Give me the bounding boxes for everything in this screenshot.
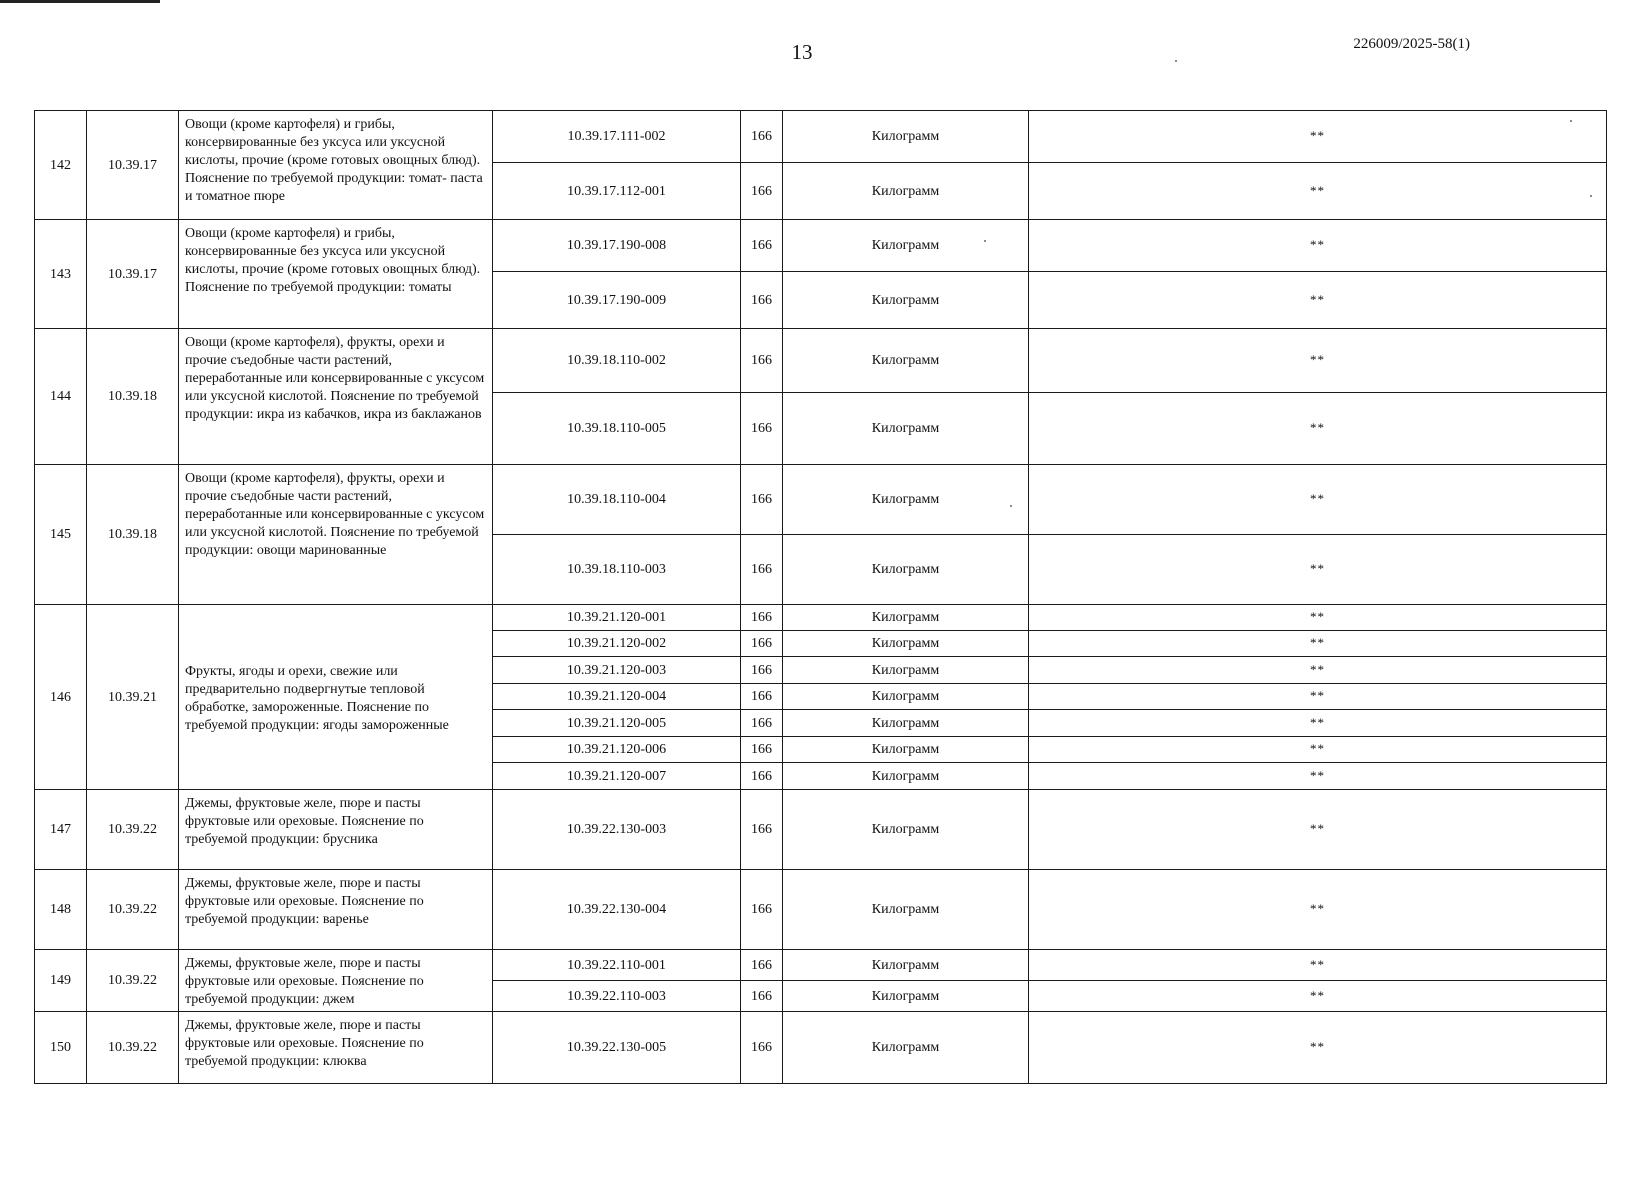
unit-name: Килограмм [783, 1012, 1029, 1084]
value-stars: ** [1310, 609, 1325, 624]
scan-edge-mark [0, 0, 160, 3]
row-number: 148 [35, 870, 87, 950]
okpd-code: 10.39.22 [87, 950, 179, 1012]
value-stars: ** [1310, 352, 1325, 367]
unit-name: Килограмм [783, 220, 1029, 272]
unit-name: Килограмм [783, 710, 1029, 737]
table-row [35, 790, 1607, 870]
value-stars: ** [1310, 741, 1325, 756]
ktru-code: 10.39.18.110-004 [493, 465, 741, 535]
product-description: Джемы, фруктовые желе, пюре и пасты фруктовые или ореховые. Пояснение по требуемой продукции: клюква [179, 1012, 493, 1084]
unit-code: 166 [741, 790, 783, 870]
unit-code: 166 [741, 220, 783, 272]
scan-speck [1590, 195, 1592, 197]
unit-name: Килограмм [783, 737, 1029, 763]
value-stars: ** [1310, 821, 1325, 836]
ktru-code: 10.39.17.190-009 [493, 272, 741, 329]
value-cell [1029, 1012, 1607, 1084]
table-row [35, 220, 1607, 272]
unit-code: 166 [741, 393, 783, 465]
ktru-code: 10.39.21.120-001 [493, 605, 741, 631]
ktru-code: 10.39.18.110-002 [493, 329, 741, 393]
ktru-code: 10.39.22.110-001 [493, 950, 741, 981]
okpd-code: 10.39.22 [87, 870, 179, 950]
row-number: 147 [35, 790, 87, 870]
unit-code: 166 [741, 163, 783, 220]
unit-code: 166 [741, 631, 783, 657]
value-stars: ** [1310, 1039, 1325, 1054]
unit-code: 166 [741, 111, 783, 163]
unit-name: Килограмм [783, 535, 1029, 605]
table-row [35, 950, 1607, 981]
value-stars: ** [1310, 128, 1325, 143]
okpd-code: 10.39.17 [87, 111, 179, 220]
value-cell [1029, 111, 1607, 163]
unit-name: Килограмм [783, 870, 1029, 950]
value-cell [1029, 981, 1607, 1012]
ktru-code: 10.39.22.130-003 [493, 790, 741, 870]
document-id: 226009/2025-58(1) [1353, 36, 1470, 52]
ktru-code: 10.39.18.110-003 [493, 535, 741, 605]
row-number: 150 [35, 1012, 87, 1084]
unit-code: 166 [741, 763, 783, 790]
table-row [35, 111, 1607, 163]
ktru-code: 10.39.21.120-003 [493, 657, 741, 684]
unit-code: 166 [741, 535, 783, 605]
value-cell [1029, 329, 1607, 393]
ktru-code: 10.39.21.120-005 [493, 710, 741, 737]
unit-name: Килограмм [783, 465, 1029, 535]
product-description: Джемы, фруктовые желе, пюре и пасты фруктовые или ореховые. Пояснение по требуемой продукции: варенье [179, 870, 493, 950]
scan-speck [1175, 60, 1177, 62]
value-cell [1029, 163, 1607, 220]
unit-name: Килограмм [783, 657, 1029, 684]
unit-code: 166 [741, 737, 783, 763]
unit-name: Килограмм [783, 763, 1029, 790]
products-table [34, 110, 1607, 1084]
value-cell [1029, 710, 1607, 737]
ktru-code: 10.39.18.110-005 [493, 393, 741, 465]
value-stars: ** [1310, 561, 1325, 576]
value-stars: ** [1310, 688, 1325, 703]
product-description: Овощи (кроме картофеля) и грибы, консервированные без уксуса или уксусной кислоты, прочие (кроме готовых овощных блюд). Пояснение по требуемой продукции: томаты [179, 220, 493, 329]
ktru-code: 10.39.21.120-006 [493, 737, 741, 763]
product-description: Овощи (кроме картофеля), фрукты, орехи и прочие съедобные части растений, переработанные или консервированные с уксусом или уксусной кислотой. Пояснение по требуемой продукции: икра из кабачков, икра из баклажанов [179, 329, 493, 465]
unit-name: Килограмм [783, 684, 1029, 710]
value-cell [1029, 393, 1607, 465]
value-stars: ** [1310, 901, 1325, 916]
product-description: Джемы, фруктовые желе, пюре и пасты фруктовые или ореховые. Пояснение по требуемой продукции: джем [179, 950, 493, 1012]
value-cell [1029, 605, 1607, 631]
value-cell [1029, 950, 1607, 981]
table-row [35, 1012, 1607, 1084]
okpd-code: 10.39.21 [87, 605, 179, 790]
unit-name: Килограмм [783, 163, 1029, 220]
product-description: Джемы, фруктовые желе, пюре и пасты фруктовые или ореховые. Пояснение по требуемой продукции: брусника [179, 790, 493, 870]
value-stars: ** [1310, 491, 1325, 506]
unit-code: 166 [741, 684, 783, 710]
unit-name: Килограмм [783, 605, 1029, 631]
ktru-code: 10.39.17.111-002 [493, 111, 741, 163]
okpd-code: 10.39.18 [87, 465, 179, 605]
value-stars: ** [1310, 237, 1325, 252]
okpd-code: 10.39.17 [87, 220, 179, 329]
ktru-code: 10.39.21.120-007 [493, 763, 741, 790]
value-cell [1029, 465, 1607, 535]
unit-code: 166 [741, 465, 783, 535]
ktru-code: 10.39.21.120-002 [493, 631, 741, 657]
okpd-code: 10.39.22 [87, 790, 179, 870]
scan-speck [1010, 505, 1012, 507]
value-stars: ** [1310, 987, 1325, 1003]
value-stars: ** [1310, 956, 1325, 972]
value-stars: ** [1310, 291, 1325, 307]
row-number: 143 [35, 220, 87, 329]
ktru-code: 10.39.22.130-005 [493, 1012, 741, 1084]
table-row [35, 329, 1607, 393]
unit-code: 166 [741, 981, 783, 1012]
okpd-code: 10.39.22 [87, 1012, 179, 1084]
value-cell [1029, 220, 1607, 272]
value-stars: ** [1310, 420, 1325, 435]
unit-code: 166 [741, 950, 783, 981]
product-description: Фрукты, ягоды и орехи, свежие или предварительно подвергнутые тепловой обработке, замороженные. Пояснение по требуемой продукции: ягоды замороженные [179, 605, 493, 790]
unit-code: 166 [741, 329, 783, 393]
value-stars: ** [1310, 714, 1325, 730]
unit-code: 166 [741, 605, 783, 631]
value-cell [1029, 684, 1607, 710]
table-row [35, 870, 1607, 950]
unit-name: Килограмм [783, 111, 1029, 163]
ktru-code: 10.39.17.190-008 [493, 220, 741, 272]
page-number: 13 [791, 40, 813, 64]
unit-name: Килограмм [783, 790, 1029, 870]
value-stars: ** [1310, 661, 1325, 677]
okpd-code: 10.39.18 [87, 329, 179, 465]
value-cell [1029, 790, 1607, 870]
value-cell [1029, 737, 1607, 763]
row-number: 146 [35, 605, 87, 790]
table-row [35, 465, 1607, 535]
product-description: Овощи (кроме картофеля), фрукты, орехи и прочие съедобные части растений, переработанные или консервированные с уксусом или уксусной кислотой. Пояснение по требуемой продукции: овощи маринованные [179, 465, 493, 605]
ktru-code: 10.39.22.110-003 [493, 981, 741, 1012]
product-description: Овощи (кроме картофеля) и грибы, консервированные без уксуса или уксусной кислоты, прочие (кроме готовых овощных блюд). Пояснение по требуемой продукции: томат- паста и томатное пюре [179, 111, 493, 220]
unit-name: Килограмм [783, 631, 1029, 657]
unit-name: Килограмм [783, 981, 1029, 1012]
value-stars: ** [1310, 767, 1325, 783]
unit-name: Килограмм [783, 950, 1029, 981]
table-row [35, 605, 1607, 631]
unit-code: 166 [741, 272, 783, 329]
ktru-code: 10.39.22.130-004 [493, 870, 741, 950]
unit-code: 166 [741, 710, 783, 737]
row-number: 144 [35, 329, 87, 465]
value-cell [1029, 657, 1607, 684]
row-number: 142 [35, 111, 87, 220]
scan-speck [984, 240, 986, 242]
value-cell [1029, 763, 1607, 790]
unit-name: Килограмм [783, 393, 1029, 465]
value-cell [1029, 631, 1607, 657]
value-cell [1029, 870, 1607, 950]
row-number: 145 [35, 465, 87, 605]
ktru-code: 10.39.21.120-004 [493, 684, 741, 710]
value-stars: ** [1310, 635, 1325, 650]
value-stars: ** [1310, 182, 1325, 198]
value-cell [1029, 535, 1607, 605]
unit-code: 166 [741, 870, 783, 950]
unit-code: 166 [741, 657, 783, 684]
unit-name: Килограмм [783, 329, 1029, 393]
row-number: 149 [35, 950, 87, 1012]
value-cell [1029, 272, 1607, 329]
unit-name: Килограмм [783, 272, 1029, 329]
scan-speck [1570, 120, 1572, 122]
unit-code: 166 [741, 1012, 783, 1084]
ktru-code: 10.39.17.112-001 [493, 163, 741, 220]
